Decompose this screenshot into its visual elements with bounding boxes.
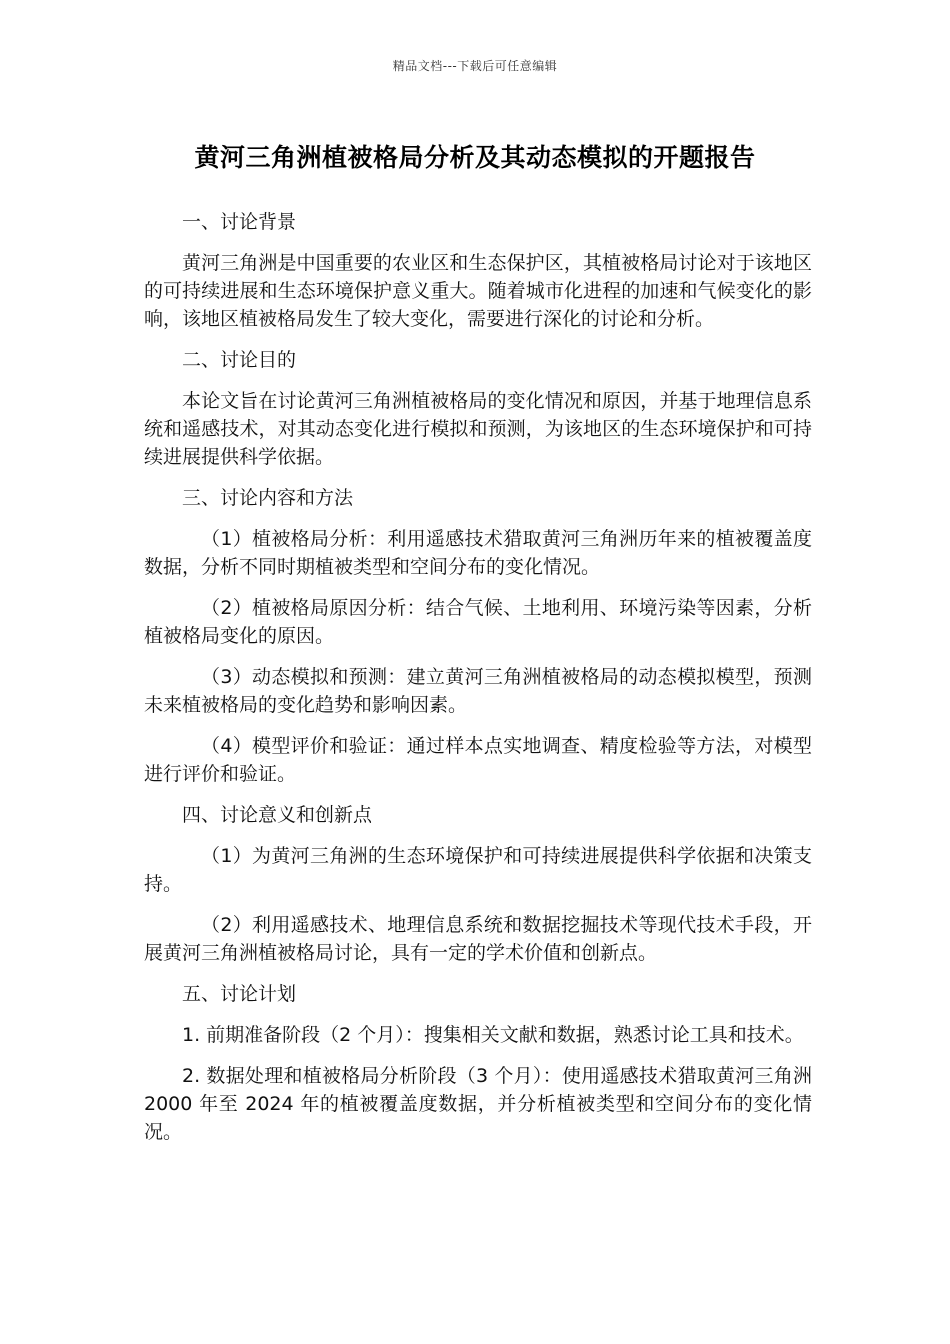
- section-heading-significance: 四、讨论意义和创新点: [182, 804, 373, 826]
- list-item: （4）模型评价和验证：通过样本点实地调查、精度检验等方法，对模型进行评价和验证。: [144, 735, 812, 785]
- list-item: （2）利用遥感技术、地理信息系统和数据挖掘技术等现代技术手段，开展黄河三角洲植被格局讨论，具有一定的学术价值和创新点。: [144, 914, 812, 964]
- paragraph-objective: 本论文旨在讨论黄河三角洲植被格局的变化情况和原因，并基于地理信息系统和遥感技术，对其动态变化进行模拟和预测，为该地区的生态环境保护和可持续进展提供科学依据。: [144, 390, 812, 468]
- paragraph-background: 黄河三角洲是中国重要的农业区和生态保护区，其植被格局讨论对于该地区的可持续进展和生态环境保护意义重大。随着城市化进程的加速和气候变化的影响，该地区植被格局发生了较大变化，需要进行深化的讨论和分析。: [144, 252, 812, 330]
- list-item: 2. 数据处理和植被格局分析阶段（3 个月）：使用遥感技术猎取黄河三角洲 2000 年至 2024 年的植被覆盖度数据，并分析植被类型和空间分布的变化情况。: [144, 1065, 812, 1143]
- section-heading-plan: 五、讨论计划: [182, 983, 297, 1005]
- list-item: （3）动态模拟和预测：建立黄河三角洲植被格局的动态模拟模型，预测未来植被格局的变化趋势和影响因素。: [144, 666, 812, 716]
- list-item: （1）为黄河三角洲的生态环境保护和可持续进展提供科学依据和决策支持。: [144, 845, 812, 895]
- list-item: 1. 前期准备阶段（2 个月）：搜集相关文献和数据，熟悉讨论工具和技术。: [182, 1024, 804, 1046]
- list-item: （2）植被格局原因分析：结合气候、土地利用、环境污染等因素，分析植被格局变化的原因。: [144, 597, 812, 647]
- document-body: [144, 208, 812, 1159]
- document-title: 黄河三角洲植被格局分析及其动态模拟的开题报告: [194, 143, 756, 172]
- list-item: （1）植被格局分析：利用遥感技术猎取黄河三角洲历年来的植被覆盖度数据，分析不同时期植被类型和空间分布的变化情况。: [144, 528, 812, 578]
- header-note: 精品文档---下载后可任意编辑: [392, 59, 558, 73]
- section-heading-objective: 二、讨论目的: [182, 349, 297, 371]
- section-heading-content-methods: 三、讨论内容和方法: [182, 487, 354, 509]
- section-heading-background: 一、讨论背景: [182, 211, 297, 233]
